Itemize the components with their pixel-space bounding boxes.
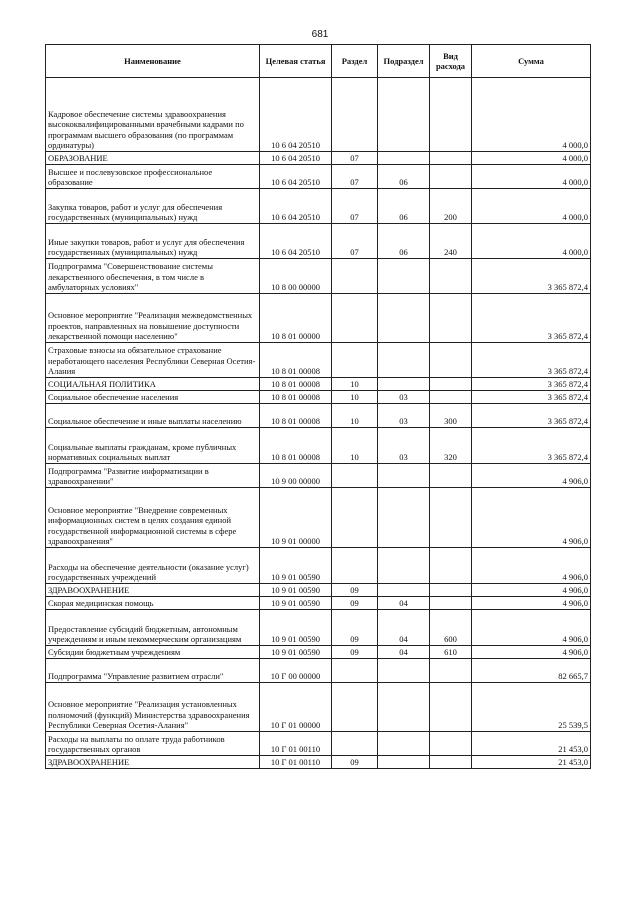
cell-section: 07	[332, 224, 378, 259]
cell-name: СОЦИАЛЬНАЯ ПОЛИТИКА	[46, 378, 260, 391]
table-row	[46, 224, 591, 259]
table-row	[46, 597, 591, 610]
cell-amount: 4 906,0	[472, 597, 591, 610]
cell-section: 09	[332, 646, 378, 659]
cell-subsection	[378, 78, 430, 152]
cell-amount: 4 906,0	[472, 610, 591, 646]
cell-subsection: 03	[378, 428, 430, 464]
cell-target: 10 8 01 00008	[260, 428, 332, 464]
table-row	[46, 391, 591, 404]
cell-target: 10 9 01 00590	[260, 597, 332, 610]
cell-expense-type	[430, 548, 472, 584]
cell-expense-type	[430, 343, 472, 378]
cell-expense-type: 600	[430, 610, 472, 646]
cell-section	[332, 659, 378, 683]
cell-target: 10 8 01 00008	[260, 404, 332, 428]
table-row	[46, 152, 591, 165]
table-header-row	[46, 45, 591, 78]
cell-name: Основное мероприятие "Реализация межведомственных проектов, направленных на повышение доступности лекарственной помощи населению"	[46, 294, 260, 343]
cell-amount: 4 906,0	[472, 548, 591, 584]
header-name: Наименование	[46, 45, 260, 78]
table-row	[46, 378, 591, 391]
cell-target: 10 Г 00 00000	[260, 659, 332, 683]
cell-name: Высшее и послевузовское профессиональное образование	[46, 165, 260, 189]
cell-section: 10	[332, 378, 378, 391]
cell-subsection: 03	[378, 404, 430, 428]
cell-expense-type	[430, 152, 472, 165]
cell-target: 10 Г 01 00110	[260, 756, 332, 769]
cell-amount: 4 000,0	[472, 224, 591, 259]
cell-name: Иные закупки товаров, работ и услуг для обеспечения государственных (муниципальных) нужд	[46, 224, 260, 259]
cell-section	[332, 343, 378, 378]
cell-name: Основное мероприятие "Реализация установленных полномочий (функций) Министерства здравоохранения Республики Северная Осетия-Алания"	[46, 683, 260, 732]
cell-expense-type	[430, 78, 472, 152]
cell-expense-type	[430, 378, 472, 391]
cell-name: Основное мероприятие "Внедрение современных информационных систем в целях создания единой государственной информационной системы в сфере здравоохранения"	[46, 488, 260, 548]
cell-subsection	[378, 343, 430, 378]
header-amount: Сумма	[472, 45, 591, 78]
cell-amount: 3 365 872,4	[472, 343, 591, 378]
cell-name: Расходы на обеспечение деятельности (оказание услуг) государственных учреждений	[46, 548, 260, 584]
cell-expense-type: 200	[430, 189, 472, 224]
cell-expense-type	[430, 391, 472, 404]
cell-amount: 4 906,0	[472, 464, 591, 488]
table-row	[46, 428, 591, 464]
table-row	[46, 732, 591, 756]
table-row	[46, 659, 591, 683]
table-row	[46, 343, 591, 378]
cell-amount: 4 000,0	[472, 152, 591, 165]
cell-subsection	[378, 488, 430, 548]
cell-subsection: 06	[378, 224, 430, 259]
cell-expense-type	[430, 165, 472, 189]
cell-name: Страховые взносы на обязательное страхование неработающего населения Республики Северная Осетия-Алания	[46, 343, 260, 378]
cell-name: Социальные выплаты гражданам, кроме публичных нормативных социальных выплат	[46, 428, 260, 464]
cell-target: 10 9 01 00590	[260, 584, 332, 597]
cell-section	[332, 294, 378, 343]
cell-subsection: 04	[378, 610, 430, 646]
cell-subsection: 04	[378, 646, 430, 659]
cell-target: 10 6 04 20510	[260, 224, 332, 259]
cell-amount: 3 365 872,4	[472, 294, 591, 343]
cell-subsection	[378, 756, 430, 769]
cell-name: Подпрограмма "Совершенствование системы лекарственного обеспечения, в том числе в амбулаторных условиях"	[46, 259, 260, 294]
cell-section	[332, 259, 378, 294]
cell-name: ЗДРАВООХРАНЕНИЕ	[46, 584, 260, 597]
table-row	[46, 646, 591, 659]
cell-amount: 4 000,0	[472, 189, 591, 224]
table-row	[46, 189, 591, 224]
cell-subsection: 06	[378, 165, 430, 189]
cell-section: 07	[332, 152, 378, 165]
cell-name: Социальное обеспечение и иные выплаты населению	[46, 404, 260, 428]
cell-amount: 4 000,0	[472, 78, 591, 152]
table-body	[46, 78, 591, 769]
cell-section: 10	[332, 391, 378, 404]
cell-subsection	[378, 294, 430, 343]
cell-section: 09	[332, 610, 378, 646]
cell-subsection	[378, 259, 430, 294]
cell-expense-type: 300	[430, 404, 472, 428]
header-target: Целевая статья	[260, 45, 332, 78]
cell-amount: 3 365 872,4	[472, 404, 591, 428]
cell-subsection: 03	[378, 391, 430, 404]
cell-target: 10 8 01 00008	[260, 343, 332, 378]
header-subsection: Подраздел	[378, 45, 430, 78]
cell-name: Подпрограмма "Управление развитием отрасли"	[46, 659, 260, 683]
table-row	[46, 259, 591, 294]
table-row	[46, 488, 591, 548]
table-row	[46, 165, 591, 189]
cell-expense-type	[430, 659, 472, 683]
cell-section: 10	[332, 404, 378, 428]
cell-amount: 21 453,0	[472, 732, 591, 756]
cell-expense-type: 240	[430, 224, 472, 259]
cell-section	[332, 548, 378, 584]
cell-target: 10 9 01 00000	[260, 488, 332, 548]
cell-expense-type	[430, 488, 472, 548]
table-row	[46, 683, 591, 732]
cell-name: Субсидии бюджетным учреждениям	[46, 646, 260, 659]
cell-expense-type	[430, 597, 472, 610]
cell-amount: 25 539,5	[472, 683, 591, 732]
cell-name: Подпрограмма "Развитие информатизации в здравоохранении"	[46, 464, 260, 488]
table-row	[46, 756, 591, 769]
cell-subsection	[378, 732, 430, 756]
table-row	[46, 404, 591, 428]
cell-expense-type	[430, 756, 472, 769]
cell-amount: 3 365 872,4	[472, 259, 591, 294]
cell-target: 10 8 01 00008	[260, 391, 332, 404]
cell-name: Предоставление субсидий бюджетным, автономным учреждениям и иным некоммерческим организациям	[46, 610, 260, 646]
cell-target: 10 Г 01 00110	[260, 732, 332, 756]
cell-target: 10 9 01 00590	[260, 610, 332, 646]
cell-amount: 4 000,0	[472, 165, 591, 189]
cell-expense-type	[430, 732, 472, 756]
header-expense-type: Вид расхода	[430, 45, 472, 78]
cell-target: 10 6 04 20510	[260, 189, 332, 224]
cell-amount: 3 365 872,4	[472, 428, 591, 464]
table-row	[46, 584, 591, 597]
cell-expense-type	[430, 294, 472, 343]
cell-subsection	[378, 464, 430, 488]
cell-section: 09	[332, 756, 378, 769]
cell-section: 07	[332, 189, 378, 224]
cell-section: 09	[332, 597, 378, 610]
cell-amount: 3 365 872,4	[472, 378, 591, 391]
budget-table	[45, 44, 591, 769]
cell-section	[332, 732, 378, 756]
cell-subsection	[378, 584, 430, 597]
table-row	[46, 294, 591, 343]
page-number: 681	[311, 29, 329, 40]
table-row	[46, 610, 591, 646]
cell-amount: 82 665,7	[472, 659, 591, 683]
cell-section: 09	[332, 584, 378, 597]
cell-target: 10 6 04 20510	[260, 78, 332, 152]
cell-section	[332, 488, 378, 548]
cell-amount: 21 453,0	[472, 756, 591, 769]
cell-amount: 4 906,0	[472, 584, 591, 597]
cell-subsection	[378, 683, 430, 732]
table-row	[46, 78, 591, 152]
cell-expense-type	[430, 683, 472, 732]
cell-expense-type: 610	[430, 646, 472, 659]
cell-section	[332, 464, 378, 488]
cell-section	[332, 78, 378, 152]
cell-target: 10 8 01 00000	[260, 294, 332, 343]
cell-amount: 4 906,0	[472, 488, 591, 548]
table-row	[46, 464, 591, 488]
cell-subsection	[378, 548, 430, 584]
cell-section: 10	[332, 428, 378, 464]
cell-amount: 3 365 872,4	[472, 391, 591, 404]
cell-name: Закупка товаров, работ и услуг для обеспечения государственных (муниципальных) нужд	[46, 189, 260, 224]
cell-name: ОБРАЗОВАНИЕ	[46, 152, 260, 165]
cell-subsection	[378, 659, 430, 683]
cell-target: 10 6 04 20510	[260, 165, 332, 189]
cell-section: 07	[332, 165, 378, 189]
cell-amount: 4 906,0	[472, 646, 591, 659]
cell-section	[332, 683, 378, 732]
cell-name: Расходы на выплаты по оплате труда работников государственных органов	[46, 732, 260, 756]
cell-subsection	[378, 152, 430, 165]
cell-target: 10 8 01 00008	[260, 378, 332, 391]
cell-target: 10 9 01 00590	[260, 646, 332, 659]
cell-subsection	[378, 378, 430, 391]
cell-target: 10 9 01 00590	[260, 548, 332, 584]
cell-name: Скорая медицинская помощь	[46, 597, 260, 610]
cell-expense-type: 320	[430, 428, 472, 464]
cell-subsection: 04	[378, 597, 430, 610]
cell-target: 10 9 00 00000	[260, 464, 332, 488]
cell-name: Кадровое обеспечение системы здравоохранения высококвалифицированными врачебными кадрами по программам высшего образования (по программам ординатуры)	[46, 78, 260, 152]
cell-expense-type	[430, 464, 472, 488]
cell-expense-type	[430, 584, 472, 597]
cell-target: 10 6 04 20510	[260, 152, 332, 165]
cell-target: 10 Г 01 00000	[260, 683, 332, 732]
cell-name: Социальное обеспечение населения	[46, 391, 260, 404]
cell-name: ЗДРАВООХРАНЕНИЕ	[46, 756, 260, 769]
cell-target: 10 8 00 00000	[260, 259, 332, 294]
cell-expense-type	[430, 259, 472, 294]
cell-subsection: 06	[378, 189, 430, 224]
table-row	[46, 548, 591, 584]
header-section: Раздел	[332, 45, 378, 78]
